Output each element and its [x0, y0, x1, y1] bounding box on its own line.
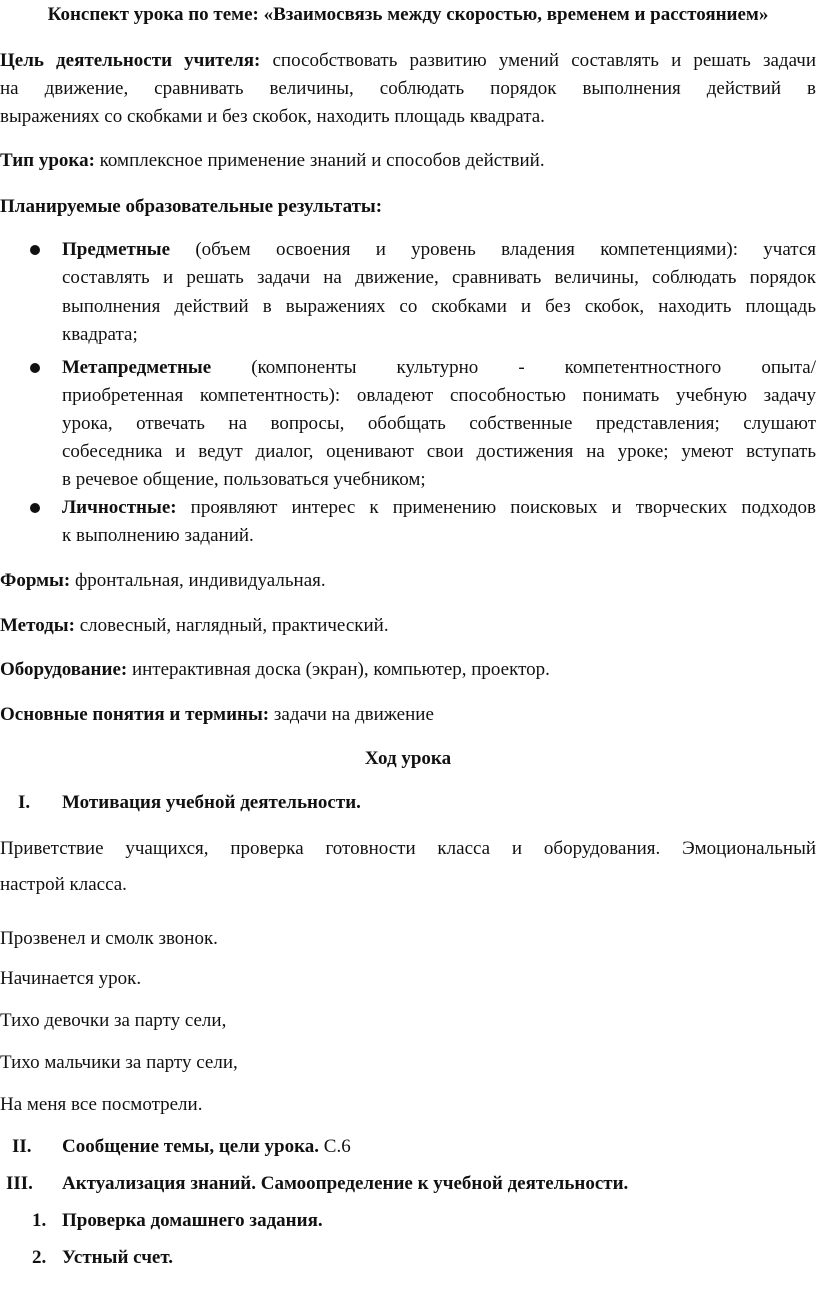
bullet-subject-line-3: выполнения действий в выражениях со скобками и без скобок, находить площадь	[62, 296, 816, 317]
bullet-meta-line-4: собеседника и ведут диалог, оценивают свои достижения на уроке; умеют вступать	[62, 441, 816, 462]
methods-line: Методы: словесный, наглядный, практический.	[0, 615, 389, 636]
bullet-subject-line-1: Предметные (объем освоения и уровень владения компетенциями): учатся	[62, 239, 816, 260]
poem-line: Тихо девочки за парту сели,	[0, 1010, 227, 1031]
type-label: Тип урока:	[0, 150, 95, 171]
section-number: II.	[12, 1136, 32, 1157]
course-heading: Ход урока	[364, 748, 452, 769]
subsection-number: 1.	[32, 1210, 47, 1231]
terms-line: Основные понятия и термины: задачи на движение	[0, 704, 434, 725]
lesson-type	[0, 150, 816, 171]
section-2-title: Сообщение темы, цели урока. С.6	[62, 1136, 351, 1157]
bullet-meta-line-3: урока, отвечать на вопросы, обобщать собственные представления; слушают	[62, 413, 816, 434]
bullet-meta-line-1: Метапредметные (компоненты культурно - компетентностного опыта/	[62, 357, 816, 378]
goal-label: Цель деятельности учителя:	[0, 50, 261, 71]
type-text: комплексное применение знаний и способов действий.	[94, 150, 545, 171]
section-number: III.	[6, 1173, 33, 1194]
section-1-title: Мотивация учебной деятельности.	[62, 792, 361, 813]
bullet-icon	[30, 363, 40, 373]
bullet-meta-line-5: в речевое общение, пользоваться учебником;	[62, 469, 426, 490]
subsection-1-title: Проверка домашнего задания.	[62, 1210, 323, 1231]
poem-line: Начинается урок.	[0, 968, 142, 989]
page-reference: С.6	[319, 1136, 351, 1157]
bullet-subject-line-2: составлять и решать задачи на движение, сравнивать величины, соблюдать порядок	[62, 267, 816, 288]
goal-line-2: на движение, сравнивать величины, соблюдать порядок выполнения действий в	[0, 78, 816, 99]
forms-line: Формы: фронтальная, индивидуальная.	[0, 570, 326, 591]
section-3-title: Актуализация знаний. Самоопределение к учебной деятельности.	[62, 1173, 629, 1194]
bullet-icon	[30, 245, 40, 255]
goal-line-3: выражениях со скобками и без скобок, находить площадь квадрата.	[0, 106, 545, 127]
poem-line: На меня все посмотрели.	[0, 1094, 203, 1115]
goal-text-1: способствовать развитию умений составлять и решать задачи	[260, 50, 816, 71]
greeting-line-1: Приветствие учащихся, проверка готовности класса и оборудования. Эмоциональный	[0, 838, 816, 859]
goal-line-1	[0, 50, 816, 71]
bullet-icon	[30, 503, 40, 513]
greeting-line-2: настрой класса.	[0, 874, 127, 895]
bullet-personal-line-2: к выполнению заданий.	[62, 525, 254, 546]
equipment-line: Оборудование: интерактивная доска (экран), компьютер, проектор.	[0, 659, 550, 680]
poem-line: Тихо мальчики за парту сели,	[0, 1052, 238, 1073]
bullet-meta-line-2: приобретенная компетентность): овладеют способностью понимать учебную задачу	[62, 385, 816, 406]
subsection-2-title: Устный счет.	[62, 1247, 173, 1268]
meta-label: Метапредметные	[62, 357, 212, 378]
bullet-subject-line-4: квадрата;	[62, 324, 138, 345]
poem-line: Прозвенел и смолк звонок.	[0, 928, 218, 949]
subject-label: Предметные	[62, 239, 171, 260]
subsection-number: 2.	[32, 1247, 47, 1268]
lesson-title: Конспект урока по теме: «Взаимосвязь между скоростью, временем и расстоянием»	[47, 4, 769, 25]
results-heading: Планируемые образовательные результаты:	[0, 196, 383, 217]
personal-label: Личностные:	[62, 497, 177, 518]
section-number: I.	[18, 792, 31, 813]
bullet-personal-line-1: Личностные: проявляют интерес к применению поисковых и творческих подходов	[62, 497, 816, 518]
